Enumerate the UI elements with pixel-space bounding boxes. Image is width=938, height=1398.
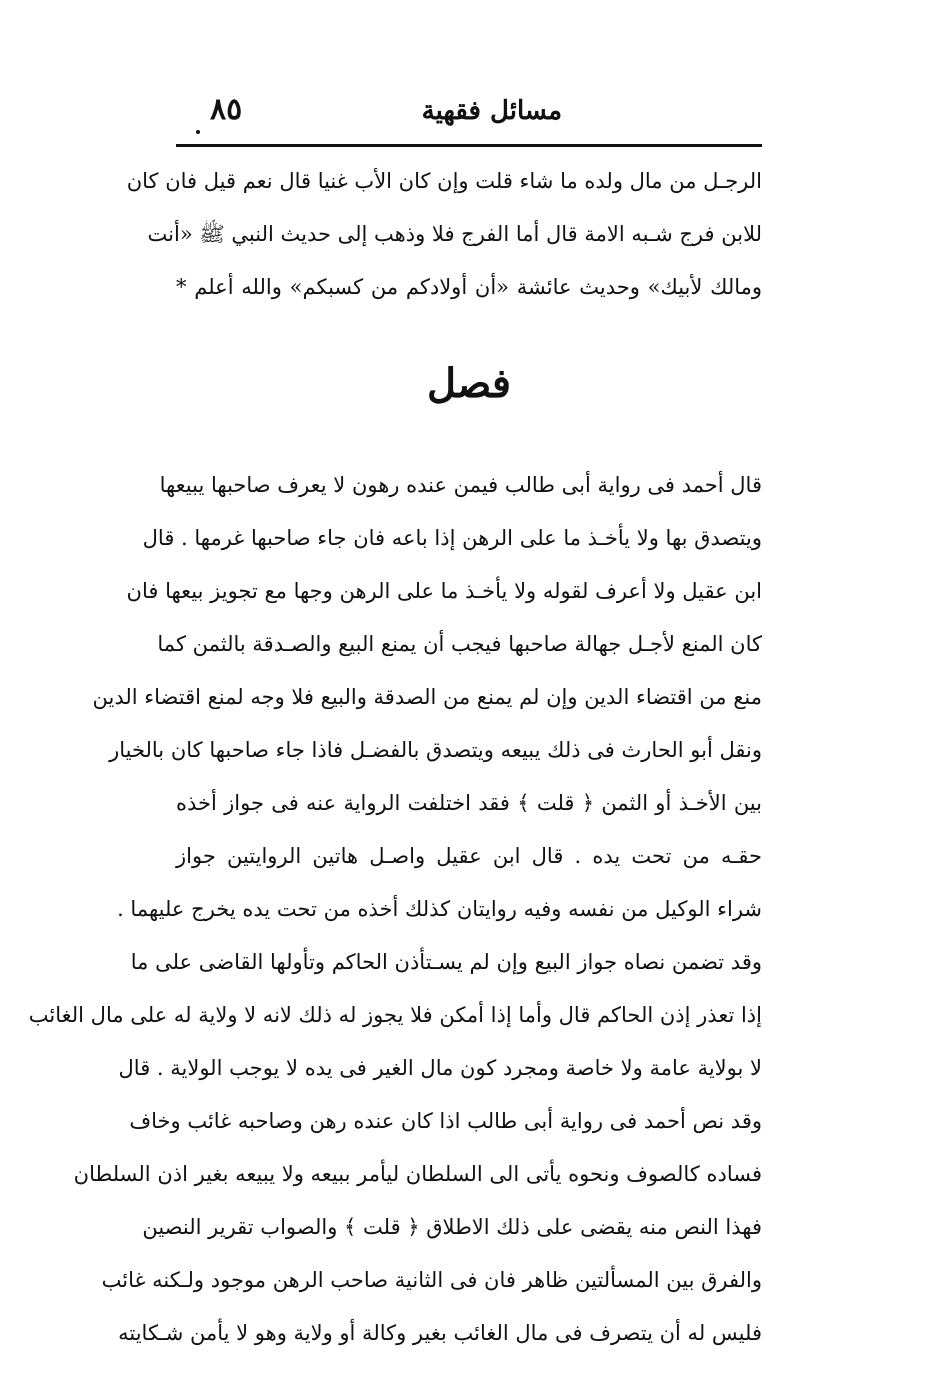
text-line: الرجـل من مال ولده ما شاء قلت وإن كان الأب غنيا قال نعم قيل فان كان (126, 169, 762, 193)
header-dot (196, 130, 200, 134)
running-title: مسائل فقهية (421, 96, 562, 126)
text-line: شراء الوكيل من نفسه وفيه روايتان كذلك أخذه من تحت يده يخرج عليهما . (117, 897, 762, 921)
text-line: قال أحمد فى رواية أبى طالب فيمن عنده رهون لا يعرف صاحبها يبيعها (159, 473, 762, 497)
text-line: للابن فرج شـبه الامة قال أما الفرج فلا وذهب إلى حديث النبي ﷺ «أنت (147, 222, 762, 246)
text-line: منع من اقتضاء الدين وإن لم يمنع من الصدقة والبيع فلا وجه لمنع اقتضاء الدين (92, 685, 762, 709)
page-header (176, 88, 762, 140)
text-line: إذا تعذر إذن الحاكم قال وأما إذا أمكن فلا يجوز له ذلك لانه لا ولاية له على مال الغائب (28, 1003, 762, 1027)
text-line: لا بولاية عامة ولا خاصة ومجرد كون مال الغير فى يده لا يوجب الولاية . قال (118, 1056, 762, 1080)
text-line: كان المنع لأجـل جهالة صاحبها فيجب أن يمنع البيع والصـدقة بالثمن كما (157, 632, 762, 656)
text-line: والفرق بين المسألتين ظاهر فان فى الثانية صاحب الرهن موجود ولـكنه غائب (101, 1268, 762, 1292)
text-line: وقد تضمن نصاه جواز البيع وإن لم يسـتأذن الحاكم وتأولها القاضى على ما (130, 950, 762, 974)
text-line: ابن عقيل ولا أعرف لقوله ولا يأخـذ ما على الرهن وجها مع تجويز بيعها فان (126, 579, 762, 603)
text-line: ويتصدق بها ولا يأخـذ ما على الرهن إذا باعه فان جاء صاحبها غرمها . قال (142, 526, 762, 550)
text-line: وقد نص أحمد فى رواية أبى طالب اذا كان عنده رهن وصاحبه غائب وخاف (129, 1109, 762, 1133)
text-line: فهذا النص منه يقضى على ذلك الاطلاق ﴿ قلت ﴾ والصواب تقرير النصين (142, 1215, 762, 1239)
header-rule (176, 144, 762, 147)
text-line: حقـه من تحت يده . قال ابن عقيل واصـل هاتين الروايتين جواز (176, 844, 762, 868)
text-line: فليس له أن يتصرف فى مال الغائب بغير وكالة أو ولاية وهو لا يأمن شـكايته (118, 1321, 762, 1345)
section-heading: فصل (426, 360, 512, 407)
text-line: ونقل أبو الحارث فى ذلك يبيعه ويتصدق بالفضـل فاذا جاء صاحبها كان بالخيار (109, 738, 762, 762)
text-line: ومالك لأبيك» وحديث عائشة «أن أولادكم من كسبكم» والله أعلم * (176, 275, 762, 299)
text-line: فساده كالصوف ونحوه يأتى الى السلطان ليأمر ببيعه ولا يبيعه بغير اذن السلطان (73, 1162, 762, 1186)
page-number: ٨٥ (210, 92, 243, 127)
text-line: بين الأخـذ أو الثمن ﴿ قلت ﴾ فقد اختلفت الرواية عنه فى جواز أخذه (176, 791, 762, 815)
